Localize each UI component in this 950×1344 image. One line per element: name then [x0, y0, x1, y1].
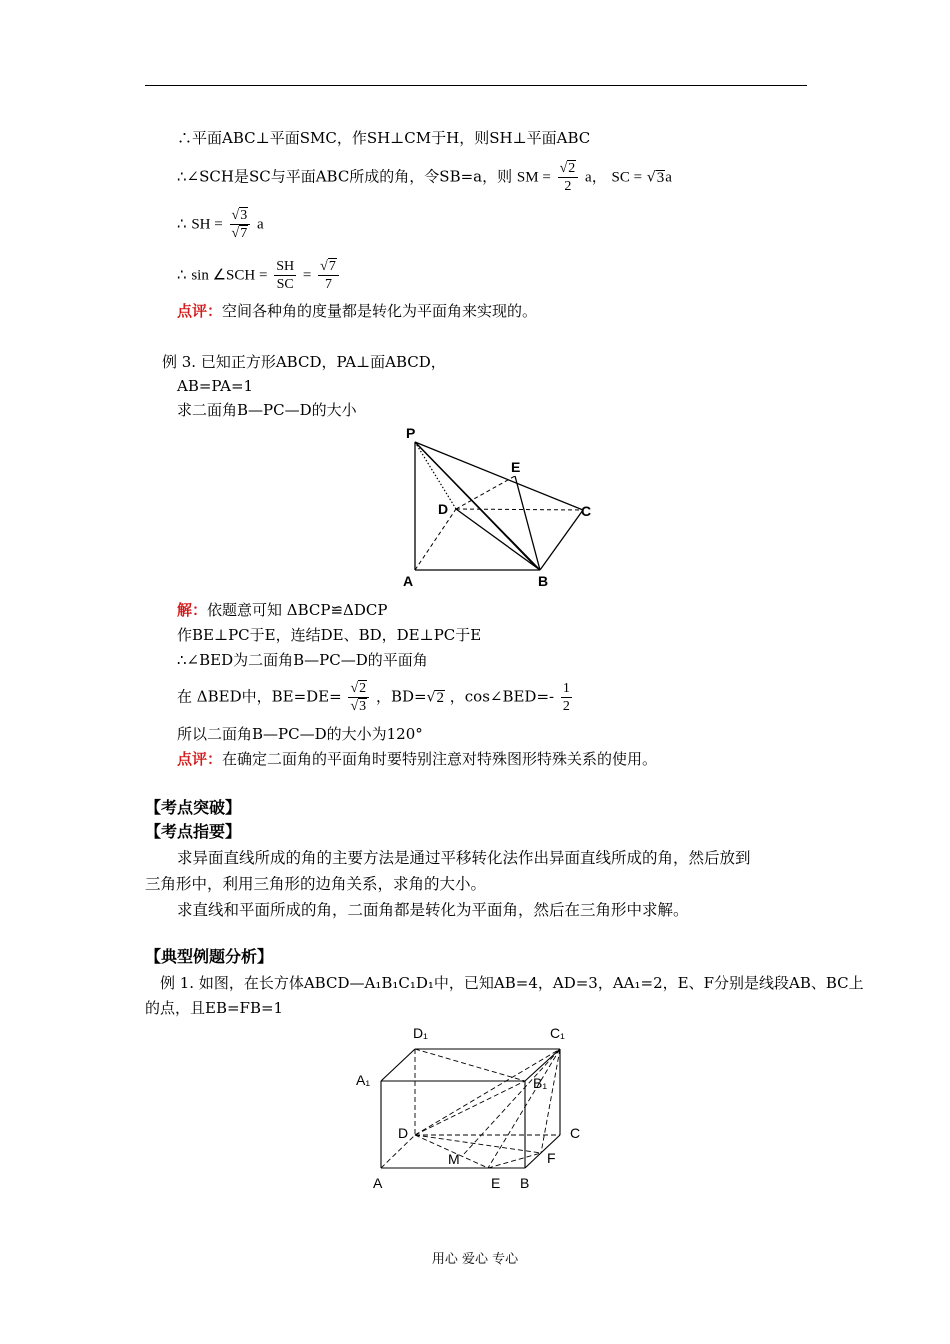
- label-M: M: [448, 1151, 460, 1167]
- sqrt: 2: [436, 689, 444, 706]
- label-D: D: [438, 501, 449, 517]
- fraction: $\frac{√7}{7}$: [318, 258, 339, 293]
- label-A1: A₁: [356, 1072, 371, 1088]
- section-subheading: 【典型例题分析】: [145, 947, 274, 966]
- edge-AD: [415, 509, 456, 570]
- header-rule: [145, 85, 807, 86]
- section-subheading: 【考点指要】: [145, 822, 242, 841]
- solution-label: 解：: [177, 601, 208, 619]
- text-line-with-math: ∴ SH = $\frac{√3}{√7}$ a: [177, 208, 264, 241]
- fraction: $\frac{1}{2}$: [562, 681, 570, 714]
- math-lhs: SM =: [516, 169, 551, 186]
- comment-text: 在确定二面角的平面角时要特别注意对特殊图形特殊关系的使用。: [222, 750, 658, 768]
- label-E: E: [511, 459, 521, 475]
- math-lhs: sin ∠SCH =: [191, 267, 268, 284]
- label-F: F: [547, 1150, 556, 1166]
- edge-DB: [456, 509, 540, 570]
- example-given: AB=PA=1: [177, 377, 254, 395]
- solution-line: 解：依题意可知 ΔBCP≌ΔDCP: [177, 601, 388, 619]
- label-B: B: [538, 573, 549, 589]
- paragraph-line: 求异面直线所成的角的主要方法是通过平移转化法作出异面直线所成的角，然后放到: [177, 849, 751, 867]
- label-C1: C₁: [550, 1025, 565, 1041]
- comment-text: 空间各种角的度量都是转化为平面角来实现的。: [222, 302, 538, 320]
- comment-label: 点评：: [177, 750, 223, 768]
- section-heading: 【考点突破】: [145, 798, 242, 817]
- text-line-with-math: ∴∠SCH是SC与平面ABC所成的角，令SB=a，则 SM = $\frac{√2}{2}$ a， SC = √3a: [177, 161, 672, 194]
- text-segment: ∴∠SCH是SC与平面ABC所成的角，令SB=a，则: [177, 167, 513, 186]
- example-line: 例 1. 如图，在长方体ABCD—A₁B₁C₁D₁中，已知AB=4，AD=3，AA₁=2，E、F分别是线段AB、BC上: [160, 974, 864, 992]
- example-title: 例 3. 已知正方形ABCD，PA⊥面ABCD，: [162, 353, 446, 371]
- example-question: 求二面角B—PC—D的大小: [177, 401, 357, 419]
- fraction: $\frac{SH}{SC}$: [276, 259, 295, 292]
- edge-BE: [515, 476, 540, 570]
- label-B1: B₁: [533, 1075, 548, 1091]
- math-lhs: SC =: [611, 169, 643, 186]
- label-A: A: [373, 1175, 383, 1191]
- edge-DC: [456, 509, 583, 510]
- label-D1: D₁: [413, 1025, 428, 1041]
- edge-BC: [540, 510, 583, 570]
- math-text: a，: [585, 169, 607, 186]
- sqrt: 2: [568, 161, 576, 176]
- label-P: P: [406, 425, 416, 441]
- text-line: ∴平面ABC⊥平面SMC，作SH⊥CM于H，则SH⊥平面ABC: [177, 129, 591, 147]
- comment-line: [177, 749, 657, 769]
- pyramid-figure: [395, 420, 610, 592]
- sqrt: 3: [656, 169, 665, 186]
- label-B: B: [520, 1175, 530, 1191]
- fraction: $\frac{√2}{2}$: [558, 160, 579, 195]
- label-C: C: [581, 503, 592, 519]
- math-lhs: SH =: [191, 216, 223, 233]
- fraction: $\frac{√3}{√7}$: [230, 207, 251, 242]
- solution-line: 作BE⊥PC于E，连结DE、BD，DE⊥PC于E: [177, 626, 482, 644]
- page-footer: 用心 爱心 专心: [431, 1252, 519, 1267]
- paragraph-line: 求直线和平面所成的角，二面角都是转化为平面角，然后在三角形中求解。: [177, 901, 689, 919]
- label-E: E: [491, 1175, 501, 1191]
- text-line-with-math: ∴ sin ∠SCH = $\frac{SH}{SC}$ = $\frac{√7}{7}$: [177, 258, 341, 293]
- paragraph-line: 三角形中，利用三角形的边角关系，求角的大小。: [145, 875, 487, 893]
- comment-label: 点评：: [177, 302, 223, 320]
- solution-line: ∴∠BED为二面角B—PC—D的平面角: [177, 651, 428, 669]
- comment-line: [177, 301, 537, 321]
- edge-PC: [415, 442, 583, 510]
- solution-line: 所以二面角B—PC—D的大小为120°: [177, 725, 423, 743]
- solution-line-with-math: 在 ΔBED中，BE=DE= $\frac{√2}{√3}$ ，BD=√2 ，cos∠BED=- $\frac{1}{2}$: [177, 681, 570, 714]
- label-D: D: [398, 1125, 409, 1141]
- edge-PD: [415, 442, 456, 509]
- example-line: 的点，且EB=FB=1: [145, 999, 284, 1017]
- label-C: C: [570, 1125, 581, 1141]
- fraction: $\frac{√2}{√3}$: [348, 680, 369, 715]
- cuboid-figure: [345, 1020, 605, 1200]
- label-A: A: [403, 573, 414, 589]
